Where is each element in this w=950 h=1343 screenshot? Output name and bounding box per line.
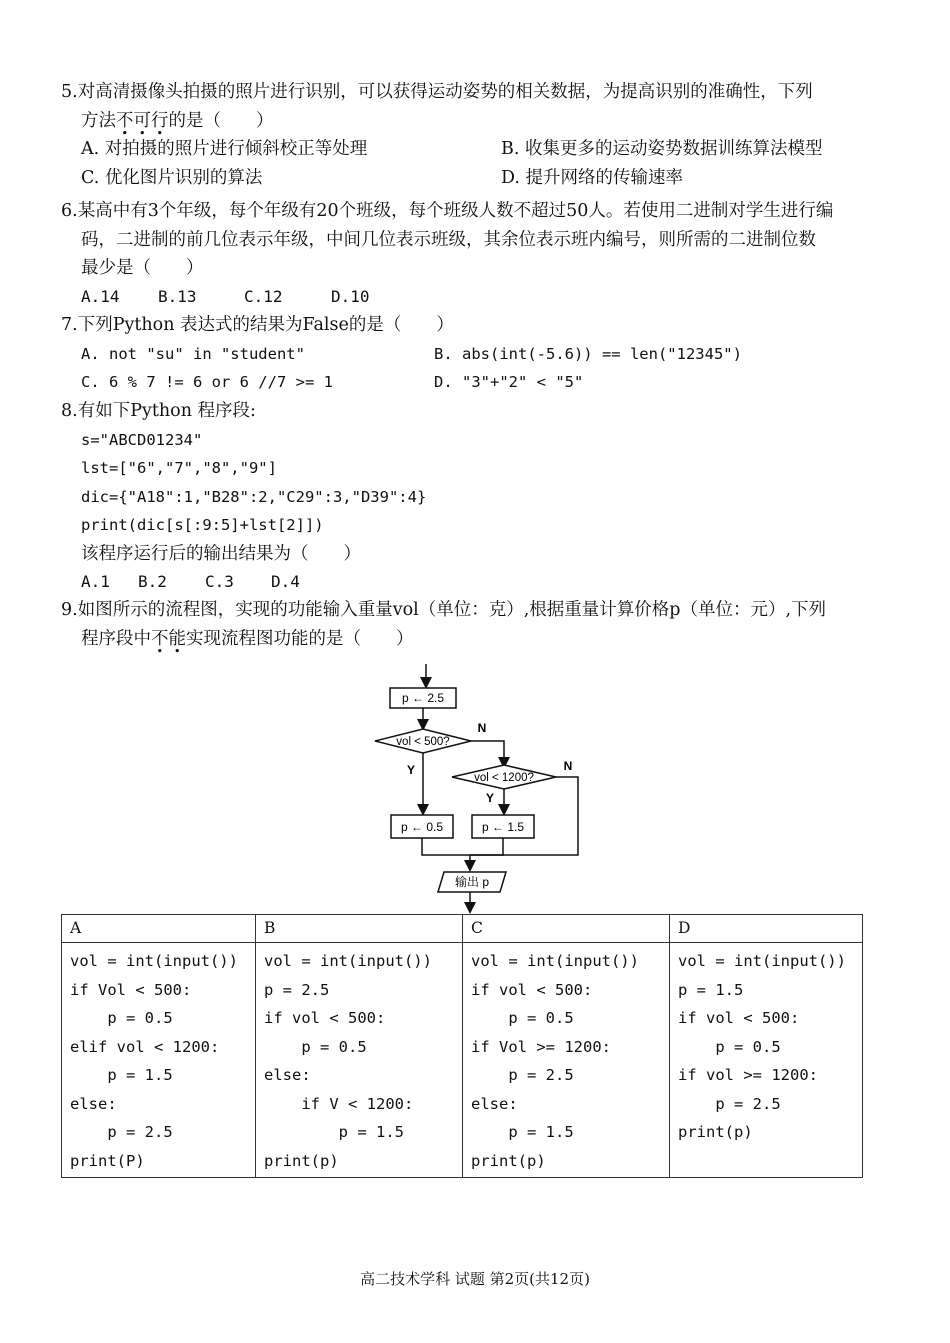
- question-7: [61, 311, 891, 397]
- emphasis-char: 不: [116, 110, 134, 131]
- q9-stem-line1: 9.如图所示的流程图，实现的功能输入重量vol（单位：克）,根据重量计算价格p（单位：元）,下列: [61, 600, 827, 620]
- table-row: [62, 943, 863, 1178]
- q7-stem: 7.下列Python 表达式的结果为False的是（ ）: [61, 315, 454, 335]
- code-line: p = 1.5: [678, 980, 744, 999]
- q5-option-b[interactable]: B. 收集更多的运动姿势数据训练算法模型: [501, 139, 823, 159]
- q5-option-d[interactable]: D. 提升网络的传输速率: [501, 167, 684, 188]
- code-line: if V < 1200:: [264, 1094, 414, 1113]
- q7-option-a[interactable]: A. not "su" in "student": [81, 344, 305, 363]
- flow-yes-label: Y: [485, 791, 495, 805]
- q7-option-d[interactable]: D. "3"+"2" < "5": [434, 373, 584, 391]
- code-line: vol = int(input()): [471, 952, 639, 970]
- emphasis-char: 不: [151, 628, 169, 649]
- code-line: print(p): [678, 1123, 753, 1141]
- q5-option-c[interactable]: C. 优化图片识别的算法: [81, 167, 263, 188]
- code-line: p = 2.5: [264, 980, 330, 999]
- code-line: print(p): [264, 1151, 339, 1170]
- option-b-code: [256, 943, 463, 1178]
- code-line: p = 2.5: [678, 1094, 781, 1113]
- q7-option-b[interactable]: B. abs(int(-5.6)) == len("12345"): [434, 344, 742, 363]
- code-line: p = 0.5: [70, 1009, 173, 1027]
- table-header-b[interactable]: B: [256, 915, 463, 943]
- flow-line: [422, 838, 470, 855]
- q8-code-line: lst=["6","7","8","9"]: [81, 459, 277, 477]
- code-line: p = 0.5: [264, 1037, 367, 1056]
- q9-stem-line2: 程序段中不能实现流程图功能的是（ ）: [81, 628, 414, 649]
- flow-arrow: [471, 741, 504, 766]
- q5-stem-line2: 方法不可行的是（ ）: [81, 110, 274, 131]
- code-line: else:: [70, 1094, 117, 1113]
- q8-option-c[interactable]: C.3: [205, 572, 234, 591]
- q6-stem-line1: 6.某高中有3个年级，每个年级有20个班级，每个班级人数不超过50人。若使用二进制对学生进行编: [61, 201, 834, 221]
- flow-line: [470, 838, 503, 855]
- q8-code-line: s="ABCD01234": [81, 430, 203, 449]
- q6-option-c[interactable]: C.12: [244, 286, 283, 306]
- option-d-code: [670, 943, 863, 1178]
- q5-options-row1: [61, 135, 891, 164]
- q7-options-row2: [61, 368, 891, 397]
- code-line: p = 0.5: [678, 1037, 781, 1056]
- flow-no-label: N: [563, 759, 573, 773]
- q6-option-d[interactable]: D.10: [331, 286, 370, 306]
- code-line: p = 0.5: [471, 1009, 574, 1027]
- q8-code-line: print(dic[s[:9:5]+lst[2]]): [81, 516, 324, 534]
- q8-code-line: dic={"A18":1,"B28":2,"C29":3,"D39":4}: [81, 487, 427, 506]
- code-line: if Vol >= 1200:: [471, 1037, 611, 1056]
- code-line: vol = int(input()): [678, 952, 846, 970]
- question-5: [61, 78, 891, 192]
- q8-option-a[interactable]: A.1: [81, 572, 110, 591]
- q5-stem-line1: 5.对高清摄像头拍摄的照片进行识别，可以获得运动姿势的相关数据，为提高识别的准确性，下列: [61, 82, 813, 102]
- code-line: if vol < 500:: [471, 980, 593, 999]
- q7-option-c[interactable]: C. 6 % 7 != 6 or 6 //7 >= 1: [81, 373, 333, 391]
- flow-no-label: N: [477, 721, 487, 735]
- code-line: p = 1.5: [70, 1066, 173, 1084]
- table-header-a[interactable]: A: [62, 915, 256, 943]
- q6-stem-line2: 码，二进制的前几位表示年级，中间几位表示班级，其余位表示班内编号，则所需的二进制位数: [81, 229, 816, 250]
- code-line: p = 1.5: [264, 1123, 404, 1141]
- code-line: print(p): [471, 1151, 546, 1170]
- q6-option-a[interactable]: A.14: [81, 286, 120, 306]
- page-footer: 高二技术学科 试题 第2页(共12页): [360, 1270, 590, 1288]
- code-line: if Vol < 500:: [70, 980, 192, 999]
- q8-option-d[interactable]: D.4: [271, 572, 300, 591]
- table-header-d[interactable]: D: [670, 915, 863, 943]
- q8-option-b[interactable]: B.2: [138, 572, 167, 591]
- code-line: elif vol < 1200:: [70, 1037, 220, 1056]
- q6-options: [61, 283, 891, 312]
- flowchart-diagram: [370, 662, 600, 914]
- code-line: vol = int(input()): [70, 952, 238, 970]
- q8-stem: 8.有如下Python 程序段:: [61, 401, 256, 421]
- code-line: else:: [264, 1066, 311, 1084]
- q6-option-b[interactable]: B.13: [158, 286, 197, 306]
- code-line: print(P): [70, 1151, 145, 1170]
- emphasis-char: 可: [133, 110, 151, 131]
- q7-options-row1: [61, 340, 891, 369]
- flow-assign2-label: p ← 1.5: [481, 820, 525, 834]
- emphasis-char: 行: [151, 110, 169, 131]
- flow-yes-label: Y: [406, 763, 416, 777]
- q8-options: [61, 568, 891, 597]
- q5-options-row2: [61, 164, 891, 193]
- table-header-c[interactable]: C: [463, 915, 670, 943]
- code-line: else:: [471, 1094, 518, 1113]
- q9-options-table: [61, 914, 863, 1178]
- code-line: p = 1.5: [471, 1123, 574, 1141]
- question-9: [61, 596, 891, 653]
- option-c-code: [463, 943, 670, 1178]
- flow-output-label: 输出 p: [454, 875, 490, 889]
- q8-question: 该程序运行后的输出结果为（ ）: [81, 543, 361, 564]
- question-8: [61, 397, 891, 597]
- code-line: vol = int(input()): [264, 952, 432, 970]
- table-header-row: [62, 915, 863, 943]
- flow-cond1-label: vol < 500?: [396, 736, 450, 748]
- option-a-code: [62, 943, 256, 1178]
- code-line: p = 2.5: [471, 1066, 574, 1084]
- code-line: if vol < 500:: [678, 1009, 800, 1027]
- flow-assign1-label: p ← 0.5: [400, 820, 444, 834]
- q6-stem-line3: 最少是（ ）: [81, 258, 204, 278]
- code-line: p = 2.5: [70, 1123, 173, 1141]
- flow-init-label: p ← 2.5: [401, 691, 445, 705]
- code-line: if vol < 500:: [264, 1009, 386, 1027]
- q5-option-a[interactable]: A. 对拍摄的照片进行倾斜校正等处理: [81, 139, 368, 159]
- code-line: if vol >= 1200:: [678, 1066, 818, 1084]
- flow-cond2-label: vol < 1200?: [474, 772, 534, 784]
- question-6: [61, 197, 891, 311]
- emphasis-char: 能: [168, 628, 186, 649]
